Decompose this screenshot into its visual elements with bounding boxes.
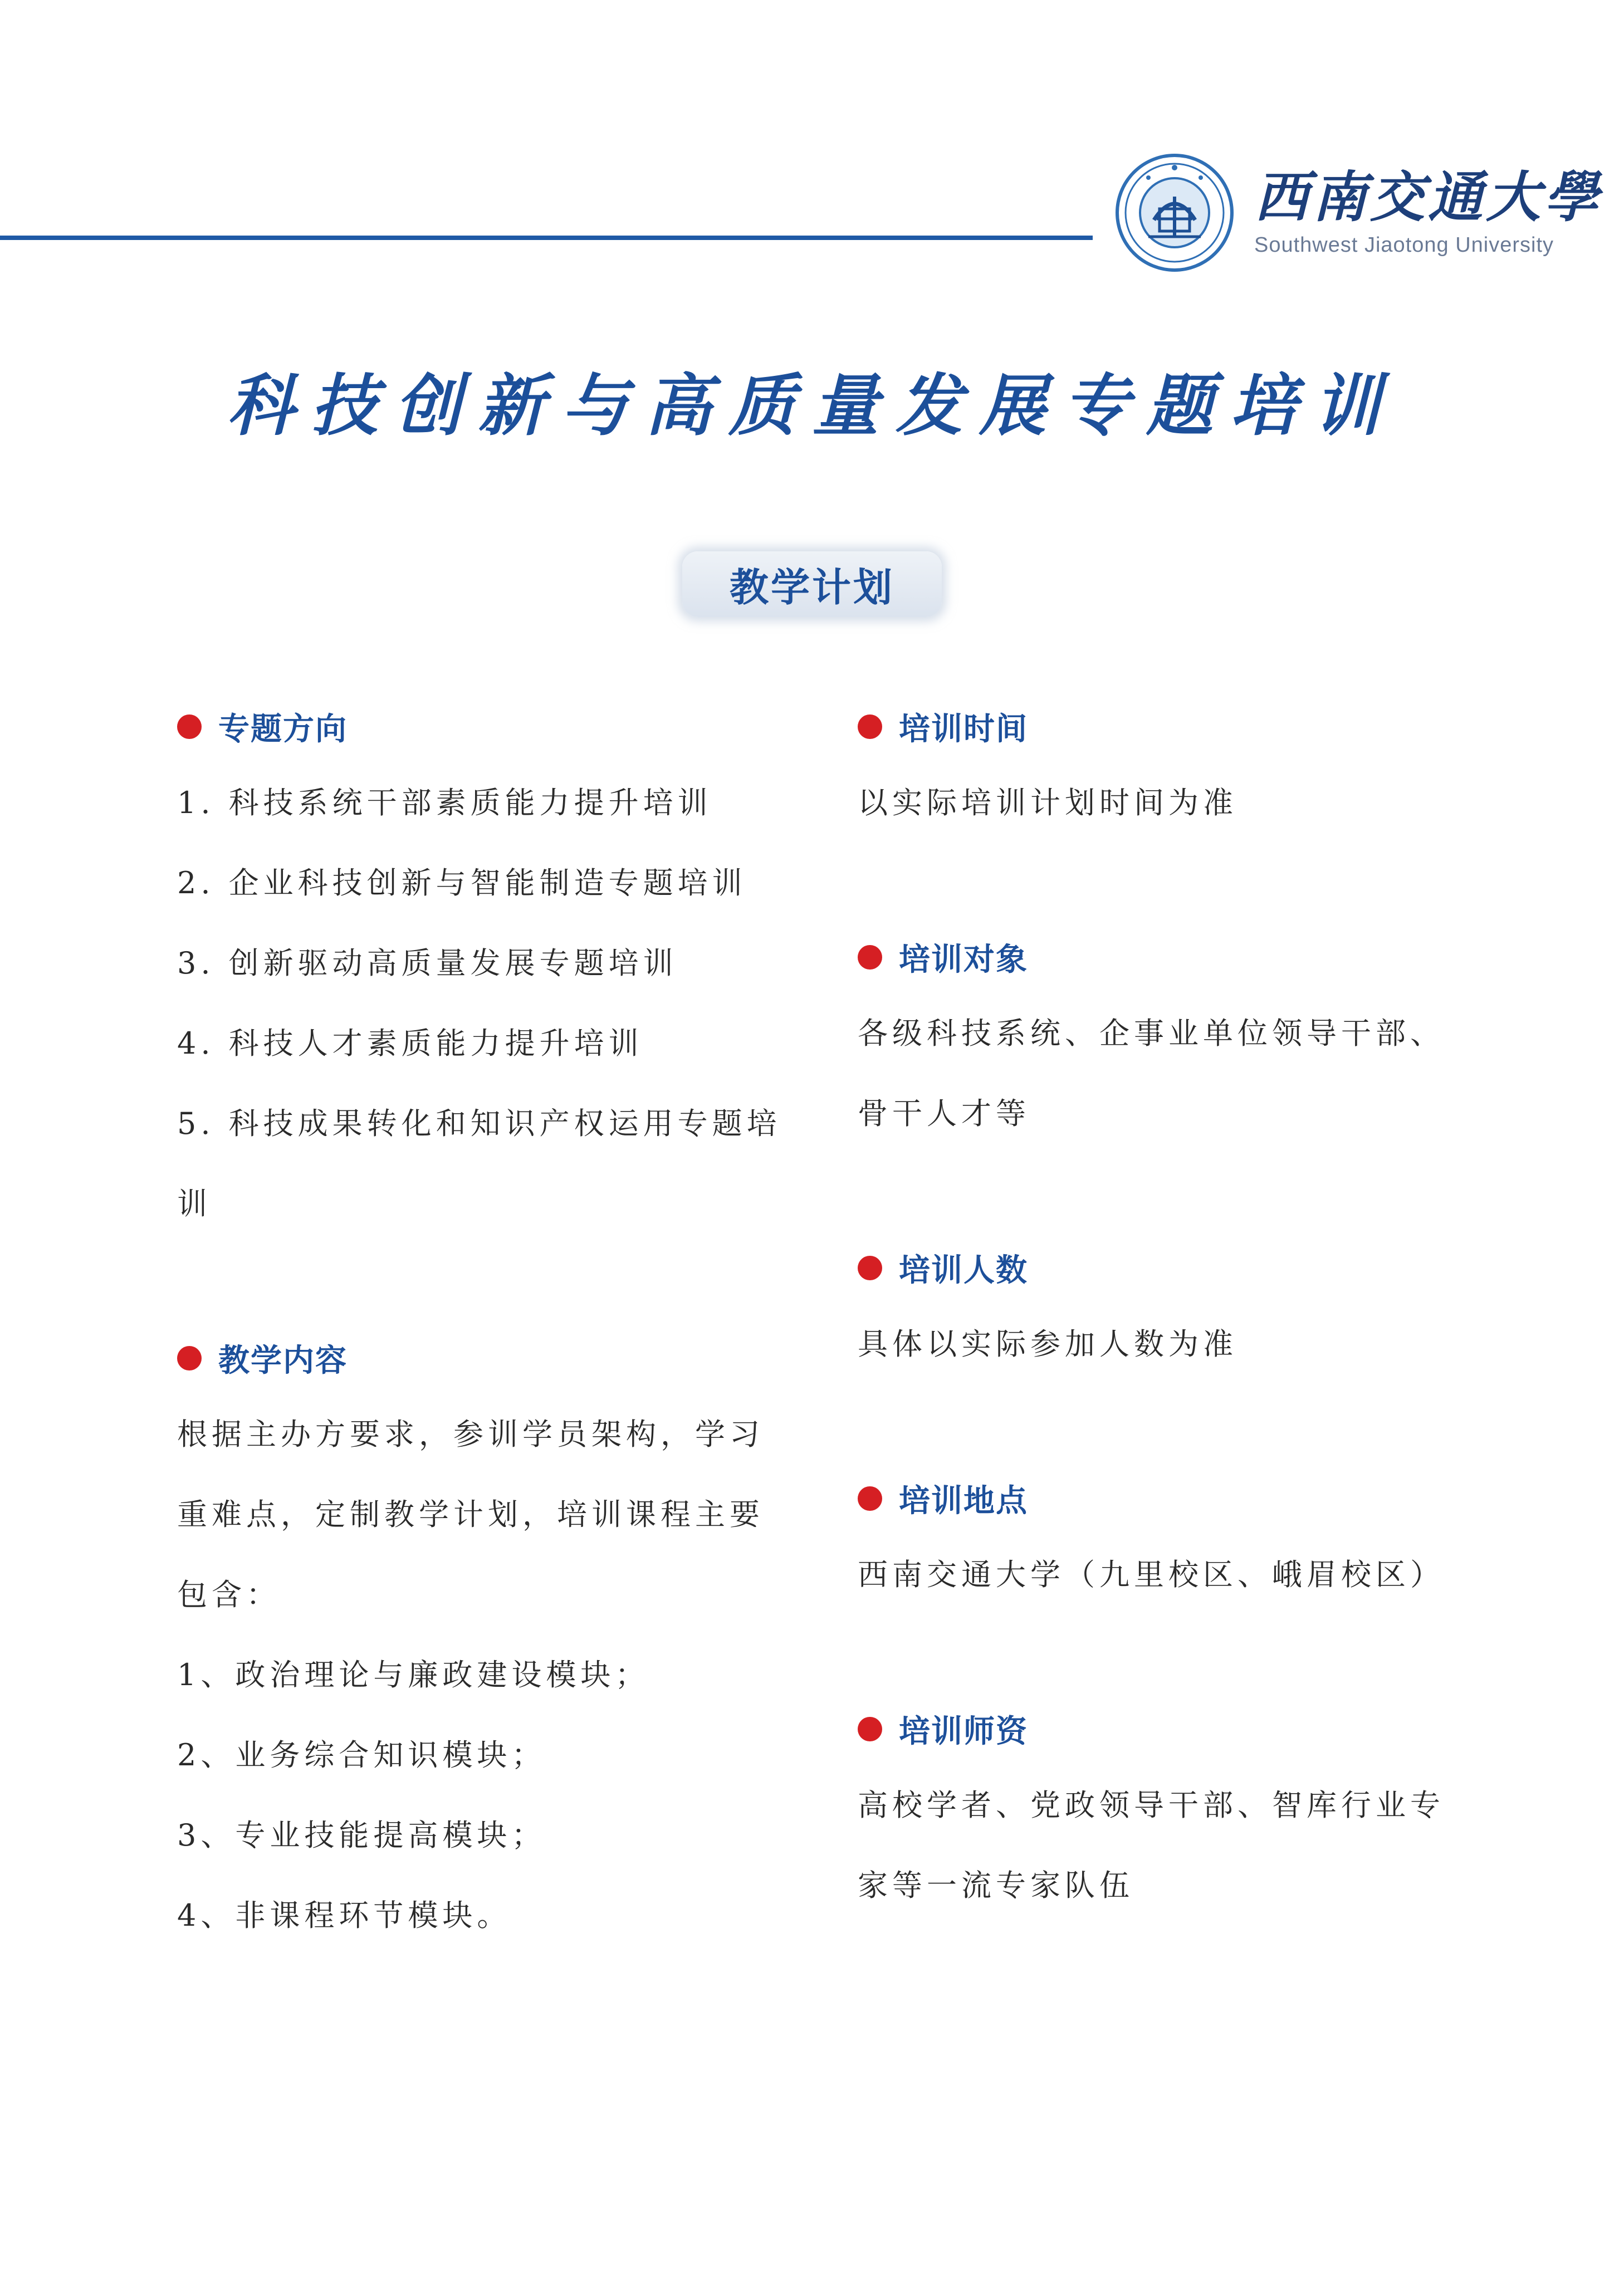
university-seal-icon <box>1115 153 1234 272</box>
faculty-heading-text: 培训师资 <box>899 1714 1028 1750</box>
bullet-dot-icon <box>858 714 882 739</box>
location-section <box>858 1462 1476 1615</box>
target-section <box>858 921 1476 1154</box>
list-item: 3、专业技能提高模块； <box>177 1818 546 1853</box>
list-item: 2、业务综合知识模块； <box>177 1737 546 1773</box>
bullet-dot-icon <box>858 1717 882 1741</box>
list-item: 1、政治理论与廉政建设模块； <box>177 1657 650 1692</box>
list-item: 2. 企业科技创新与智能制造专题培训 <box>177 865 747 900</box>
target-text: 各级科技系统、企事业单位领导干部、骨干人才等 <box>858 1016 1445 1131</box>
list-item: 5. 科技成果转化和知识产权运用专题培训 <box>177 1106 781 1221</box>
location-heading <box>858 1462 1476 1535</box>
right-column <box>858 691 1476 1926</box>
bullet-dot-icon <box>858 1486 882 1511</box>
logo-chinese-name: 西南交通大學 <box>1254 165 1602 229</box>
location-text: 西南交通大学（九里校区、峨眉校区） <box>858 1557 1445 1592</box>
count-section <box>858 1232 1476 1384</box>
list-item: 4. 科技人才素质能力提升培训 <box>177 1026 643 1061</box>
section-label: 教学计划 <box>682 551 942 617</box>
content-intro: 根据主办方要求，参训学员架构，学习重难点，定制教学计划，培训课程主要包含： <box>177 1417 764 1612</box>
location-heading-text: 培训地点 <box>899 1483 1028 1519</box>
faculty-heading <box>858 1693 1476 1765</box>
topics-section <box>177 691 795 1244</box>
time-heading-text: 培训时间 <box>899 711 1028 747</box>
faculty-section <box>858 1693 1476 1926</box>
left-column <box>177 691 795 1956</box>
bullet-dot-icon <box>858 945 882 970</box>
target-heading-text: 培训对象 <box>899 942 1028 978</box>
content-heading-text: 教学内容 <box>218 1343 348 1379</box>
bullet-dot-icon <box>177 1346 202 1370</box>
page-title: 科技创新与高质量发展专题培训 <box>227 368 1397 445</box>
topics-heading <box>177 691 795 763</box>
bullet-dot-icon <box>858 1256 882 1280</box>
time-section <box>858 691 1476 843</box>
count-text: 具体以实际参加人数为准 <box>858 1326 1237 1362</box>
count-heading-text: 培训人数 <box>899 1252 1028 1289</box>
list-item: 4、非课程环节模块。 <box>177 1898 512 1933</box>
count-heading <box>858 1232 1476 1304</box>
university-logo <box>1093 146 1624 280</box>
list-item: 3. 创新驱动高质量发展专题培训 <box>177 946 678 981</box>
time-heading <box>858 691 1476 763</box>
time-text: 以实际培训计划时间为准 <box>858 785 1237 820</box>
faculty-text: 高校学者、党政领导干部、智库行业专家等一流专家队伍 <box>858 1788 1445 1903</box>
bullet-dot-icon <box>177 714 202 739</box>
logo-english-name: Southwest Jiaotong University <box>1254 233 1554 257</box>
topics-heading-text: 专题方向 <box>218 711 348 747</box>
content-heading <box>177 1322 795 1394</box>
target-heading <box>858 921 1476 993</box>
content-section <box>177 1322 795 1956</box>
list-item: 1. 科技系统干部素质能力提升培训 <box>177 785 712 820</box>
